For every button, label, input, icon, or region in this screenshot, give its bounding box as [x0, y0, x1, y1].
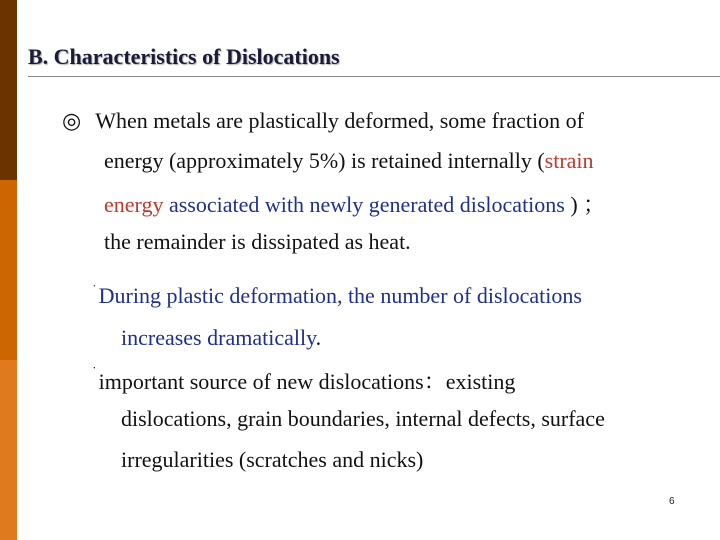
para1-line1-text: When metals are plastically deformed, some fraction of — [95, 108, 584, 133]
dot-bullet-icon: ˙ — [92, 283, 97, 298]
para1-line4 — [104, 229, 411, 255]
title-divider — [28, 76, 720, 77]
sidebar-band-bottom — [0, 360, 17, 540]
slide-title: B. Characteristics of Dislocations — [28, 44, 340, 69]
para1-line4-text: the remainder is dissipated as heat. — [104, 229, 411, 254]
para1-line3-blue: associated with newly generated dislocations — [163, 192, 565, 217]
para3-line1-text: important source of new dislocations：existing — [98, 369, 516, 394]
para2-line1-text: During plastic deformation, the number of dislocations — [98, 283, 582, 308]
para3-line2-text: dislocations, grain boundaries, internal defects, surface — [121, 406, 605, 431]
para2-line2-end: . — [315, 325, 322, 350]
para1-line2 — [104, 148, 594, 174]
para2-line2-text: increases dramatically — [121, 325, 316, 350]
para1-line1 — [62, 108, 584, 134]
para1-line2-red: strain — [544, 148, 594, 173]
para2-line2 — [121, 325, 321, 351]
para1-line3-black: ) ； — [564, 192, 606, 217]
dot-bullet-icon: ˙ — [92, 365, 97, 380]
para3-line1 — [92, 365, 515, 396]
page-number: 6 — [669, 496, 675, 507]
para1-line3-red: energy — [104, 192, 164, 217]
para1-line2-text: energy (approximately 5%) is retained internally ( — [104, 148, 545, 173]
double-circle-bullet-icon: ◎ — [62, 108, 82, 133]
sidebar-band-top — [0, 0, 17, 180]
para1-line3 — [104, 188, 605, 219]
para3-line2 — [121, 406, 605, 432]
para3-line3 — [121, 447, 423, 473]
para2-line1 — [92, 283, 582, 309]
para3-line3-text: irregularities (scratches and nicks) — [121, 447, 424, 472]
sidebar-band-middle — [0, 180, 17, 360]
